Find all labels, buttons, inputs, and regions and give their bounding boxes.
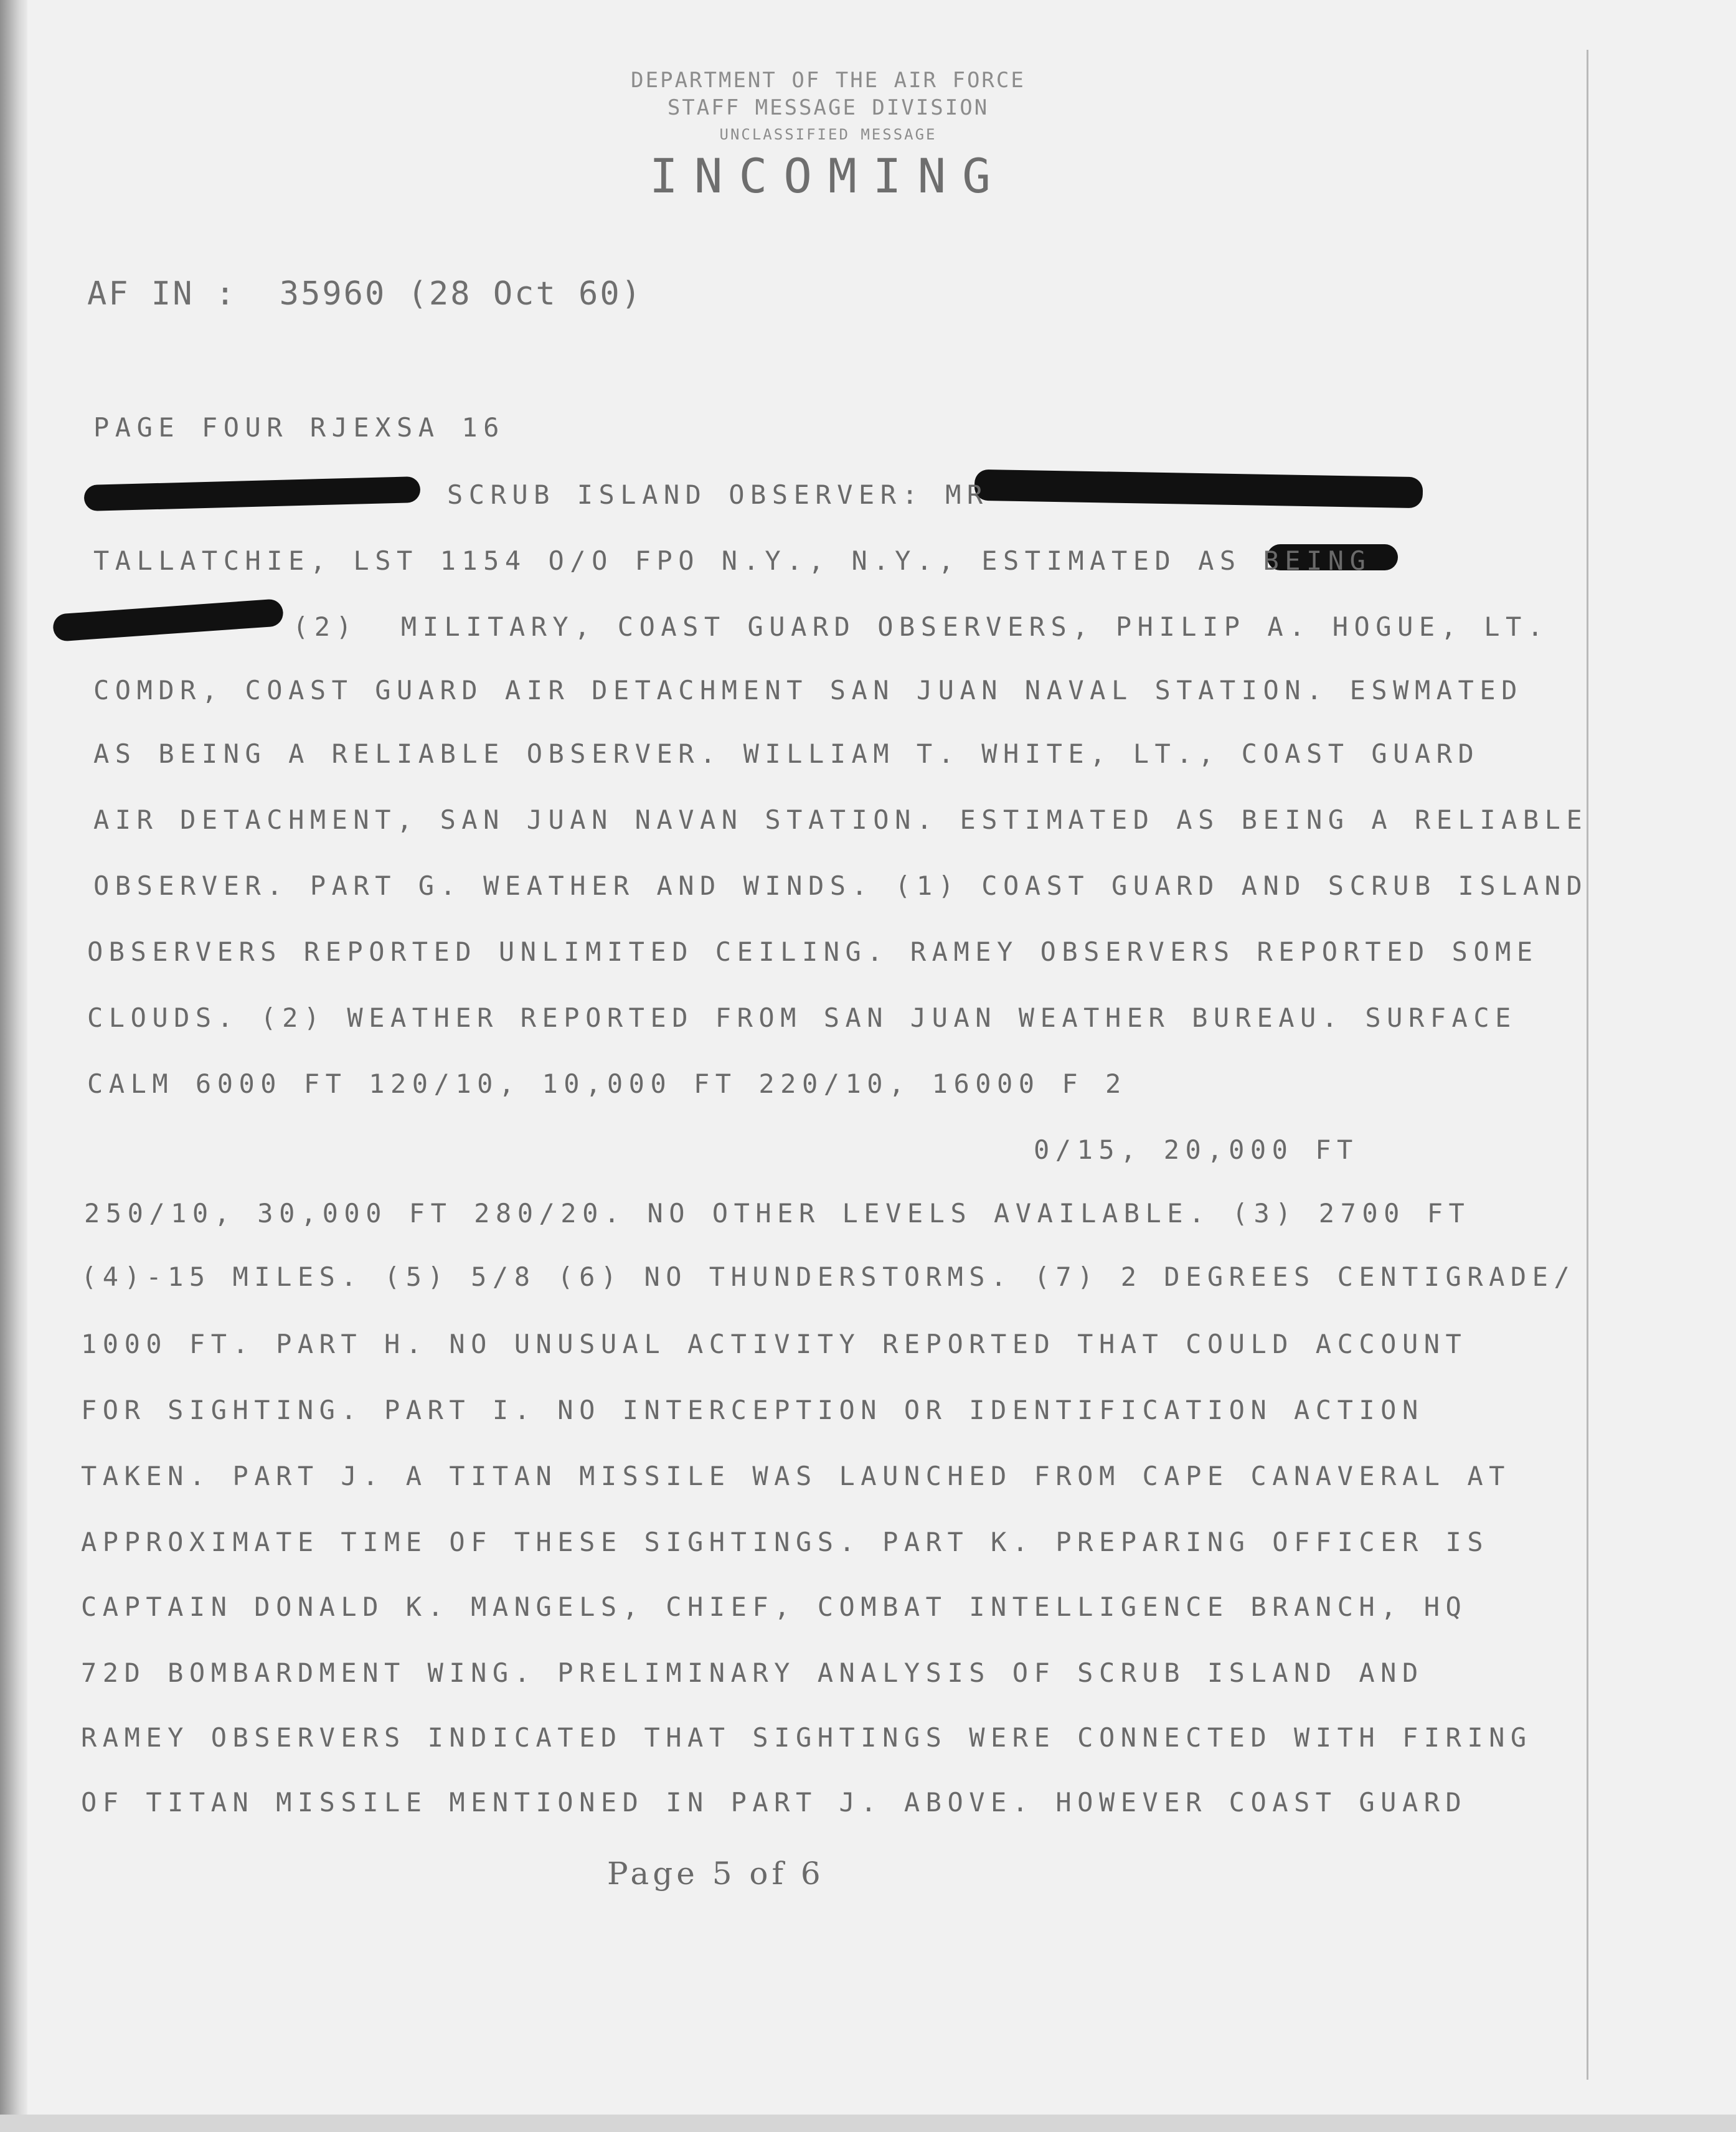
scan-bottom-edge <box>0 2115 1736 2132</box>
body-line: (2) MILITARY, COAST GUARD OBSERVERS, PHILIP A. HOGUE, LT. <box>293 611 1549 642</box>
incoming-title: INCOMING <box>649 148 1007 204</box>
body-line: OF TITAN MISSILE MENTIONED IN PART J. ABOVE. HOWEVER COAST GUARD <box>81 1787 1468 1818</box>
body-line: 250/10, 30,000 FT 280/20. NO OTHER LEVELS AVAILABLE. (3) 2700 FT <box>84 1198 1471 1229</box>
body-line: OBSERVER. PART G. WEATHER AND WINDS. (1) COAST GUARD AND SCRUB ISLAND <box>93 870 1588 901</box>
body-line: TALLATCHIE, LST 1154 O/O FPO N.Y., N.Y., ESTIMATED AS BEING <box>93 545 1372 576</box>
page-header-line: PAGE FOUR RJEXSA 16 <box>93 412 505 443</box>
body-line: CLOUDS. (2) WEATHER REPORTED FROM SAN JUAN WEATHER BUREAU. SURFACE <box>87 1002 1517 1033</box>
body-line: 1000 FT. PART H. NO UNUSUAL ACTIVITY REPORTED THAT COULD ACCOUNT <box>81 1329 1468 1359</box>
redaction-mark <box>52 598 284 642</box>
body-line: RAMEY OBSERVERS INDICATED THAT SIGHTINGS WERE CONNECTED WITH FIRING <box>81 1722 1532 1753</box>
scan-left-edge <box>0 0 27 2132</box>
body-line: APPROXIMATE TIME OF THESE SIGHTINGS. PART K. PREPARING OFFICER IS <box>81 1527 1489 1557</box>
body-line: FOR SIGHTING. PART I. NO INTERCEPTION OR IDENTIFICATION ACTION <box>81 1395 1424 1425</box>
body-line: SCRUB ISLAND OBSERVER: MR <box>447 479 989 510</box>
redaction-mark <box>974 469 1423 509</box>
department-heading: DEPARTMENT OF THE AIR FORCE <box>631 68 1026 93</box>
redaction-mark <box>84 476 421 511</box>
body-line: OBSERVERS REPORTED UNLIMITED CEILING. RAMEY OBSERVERS REPORTED SOME <box>87 936 1539 967</box>
body-line: AS BEING A RELIABLE OBSERVER. WILLIAM T. WHITE, LT., COAST GUARD <box>93 738 1480 769</box>
classification-heading: UNCLASSIFIED MESSAGE <box>719 126 937 143</box>
division-heading: STAFF MESSAGE DIVISION <box>667 95 989 120</box>
body-line: 72D BOMBARDMENT WING. PRELIMINARY ANALYSIS OF SCRUB ISLAND AND <box>81 1658 1424 1688</box>
af-in-number: AF IN : 35960 (28 Oct 60) <box>87 275 643 313</box>
body-line: COMDR, COAST GUARD AIR DETACHMENT SAN JUAN NAVAL STATION. ESWMATED <box>93 675 1523 705</box>
page-number: Page 5 of 6 <box>607 1856 824 1892</box>
body-line: CALM 6000 FT 120/10, 10,000 FT 220/10, 16000 F 2 <box>87 1068 1127 1099</box>
body-line: (4)-15 MILES. (5) 5/8 (6) NO THUNDERSTORMS. (7) 2 DEGREES CENTIGRADE/ <box>81 1262 1576 1292</box>
body-line: CAPTAIN DONALD K. MANGELS, CHIEF, COMBAT INTELLIGENCE BRANCH, HQ <box>81 1592 1468 1622</box>
body-line: TAKEN. PART J. A TITAN MISSILE WAS LAUNCHED FROM CAPE CANAVERAL AT <box>81 1461 1511 1491</box>
body-line: 0/15, 20,000 FT <box>1034 1134 1359 1165</box>
message-header <box>0 67 1656 204</box>
body-line: AIR DETACHMENT, SAN JUAN NAVAN STATION. ESTIMATED AS BEING A RELIABLE <box>93 804 1588 835</box>
scan-margin-line <box>1587 50 1588 2080</box>
